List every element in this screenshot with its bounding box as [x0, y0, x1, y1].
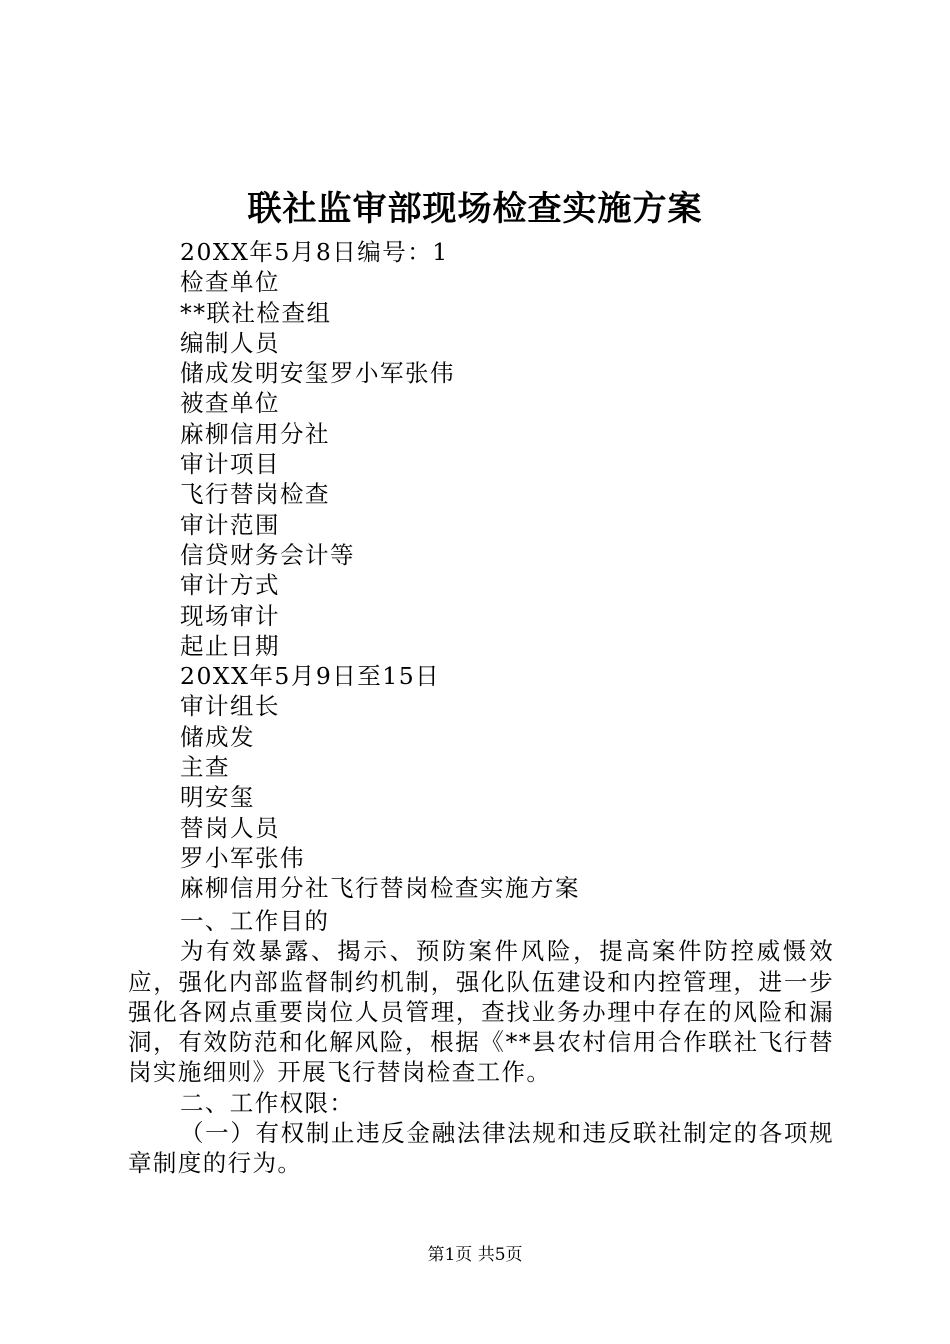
info-line: 信贷财务会计等 — [180, 540, 355, 569]
info-line: 审计范围 — [180, 510, 280, 539]
info-line: 麻柳信用分社飞行替岗检查实施方案 — [180, 874, 580, 903]
info-line: 20XX年5月8日编号：1 — [180, 238, 449, 266]
info-line: 主查 — [180, 753, 230, 782]
section-paragraph-work-authority: （一）有权制止违反金融法律法规和违反联社制定的各项规章制度的行为。 — [128, 1119, 834, 1178]
document-title: 联社监审部现场检查实施方案 — [247, 189, 703, 229]
info-line: 审计项目 — [180, 450, 280, 479]
info-line: 20XX年5月9日至15日 — [180, 662, 441, 691]
info-line: 储成发 — [180, 722, 255, 751]
info-line: 替岗人员 — [180, 813, 280, 842]
info-line: 飞行替岗检查 — [180, 480, 330, 509]
info-line: 编制人员 — [180, 328, 280, 357]
info-line: 罗小军张伟 — [180, 843, 305, 872]
info-line: **联社检查组 — [180, 298, 332, 327]
section-heading-work-authority: 二、工作权限： — [180, 1088, 355, 1117]
info-line: 被查单位 — [180, 389, 280, 418]
info-line: 储成发明安玺罗小军张伟 — [180, 359, 455, 388]
info-line: 审计组长 — [180, 692, 280, 721]
info-line: 明安玺 — [180, 783, 255, 812]
info-line: 麻柳信用分社 — [180, 419, 330, 448]
document-body — [128, 906, 834, 1179]
section-paragraph-work-purpose: 为有效暴露、揭示、预防案件风险，提高案件防控威慑效应，强化内部监督制约机制，强化队伍建设和内控管理，进一步强化各网点重要岗位人员管理，查找业务办理中存在的风险和漏洞，有效防范和化解风险，根据《**县农村信用合作联社飞行替岗实施细则》开展飞行替岗检查工作。 — [128, 937, 834, 1087]
section-heading-work-purpose: 一、工作目的 — [180, 907, 330, 935]
info-line: 审计方式 — [180, 571, 280, 600]
page-number-footer: 第1页 共5页 — [427, 1245, 523, 1265]
info-line: 起止日期 — [180, 631, 280, 660]
info-line: 现场审计 — [180, 601, 280, 630]
info-line: 检查单位 — [180, 268, 280, 297]
document-info-lines — [180, 237, 840, 904]
